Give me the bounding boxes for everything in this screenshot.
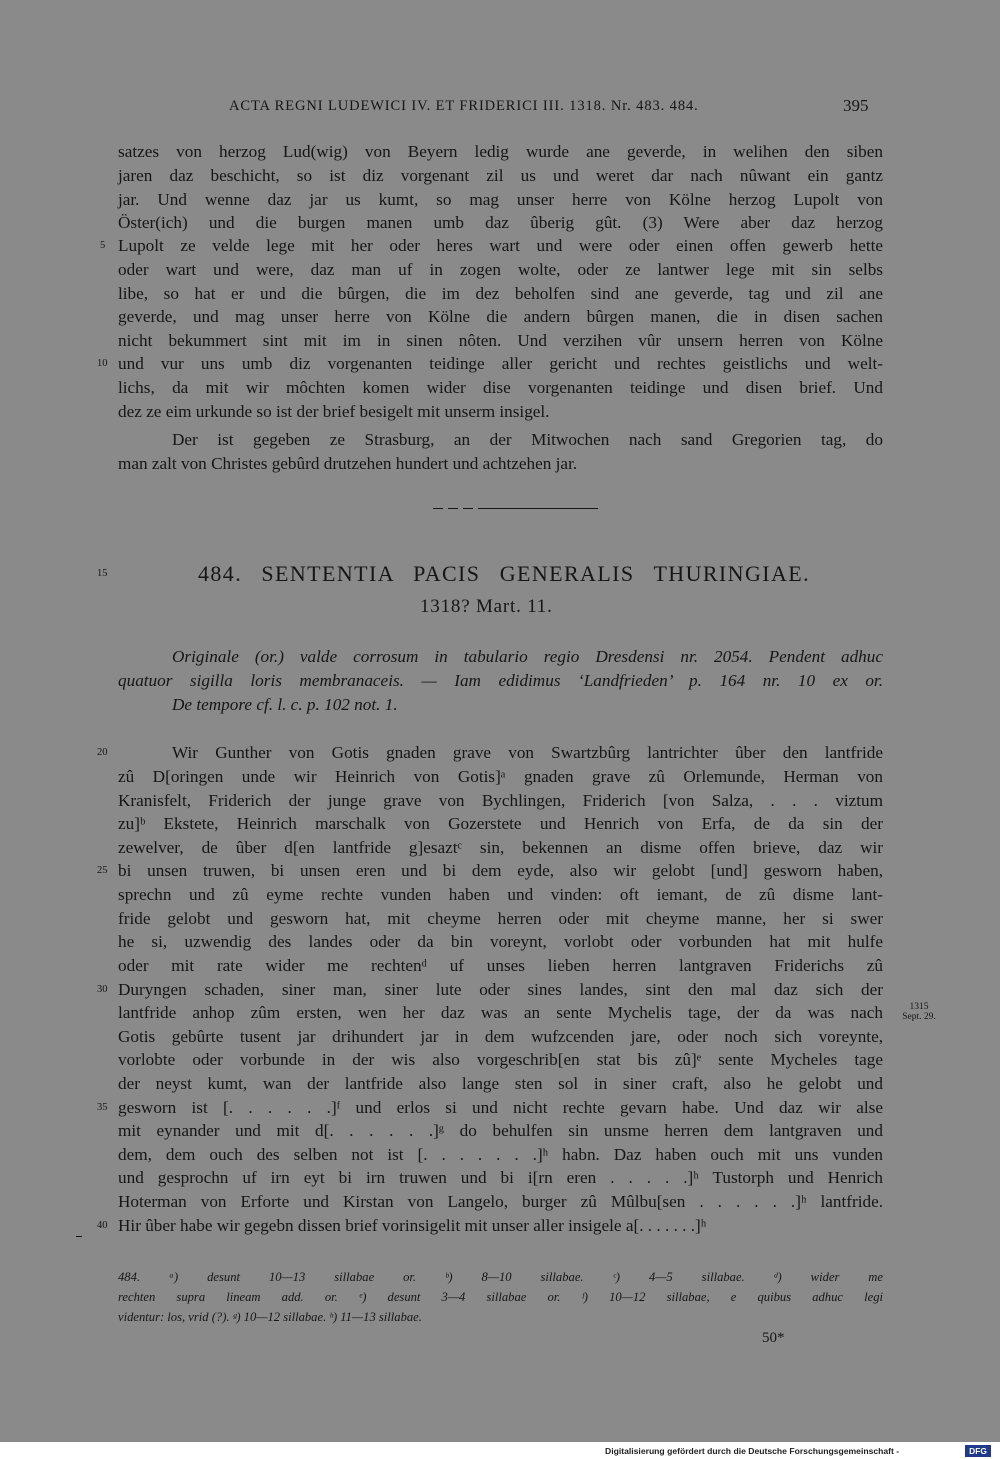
dfg-logo: DFG xyxy=(965,1445,991,1457)
text-line: lichs, da mit wir môchten komen wider dise vorgenanten teidinge und disen brief. Und xyxy=(118,378,883,397)
source-note-line: quatuor sigilla loris membranaceis. — Iam edidimus ‘Landfrieden’ p. 164 nr. 10 ex or. xyxy=(118,671,883,690)
text-line: sprechn und zû eyme rechte vunden haben und vinden: oft iemant, de zû disme lant- xyxy=(118,885,883,904)
text-line: Der ist gegeben ze Strasburg, an der Mitwochen nach sand Gregorien tag, do xyxy=(172,430,883,449)
text-line: und gesprochn uf irn eyt bi irn truwen und bi i[rn eren . . . . .]ʰ Tustorph und Henrich xyxy=(118,1168,883,1187)
text-line: vorlobte oder vorbunde in der wis also vorgeschrib[en stat bis zû]ᵉ sente Mycheles tage xyxy=(118,1050,883,1069)
line-number: 20 xyxy=(97,747,108,758)
text-line: lantfride anhop zûm ersten, wen her daz was an sente Mychelis tage, der da was nach xyxy=(118,1003,883,1022)
text-line: jar. Und wenne daz jar us kumt, so mag unser herre von Kölne herzog Lupolt von xyxy=(118,190,883,209)
document-date: 1318? Mart. 11. xyxy=(420,596,553,617)
margin-tick xyxy=(76,1236,82,1237)
line-number: 10 xyxy=(97,358,108,369)
footnote-line: 484. ᵃ) desunt 10—13 sillabae or. ᵇ) 8—10 sillabae. ᶜ) 4—5 sillabae. ᵈ) wider me xyxy=(118,1270,883,1284)
footnote-line: rechten supra lineam add. or. ᵉ) desunt 3—4 sillabae or. ᶠ) 10—12 sillabae, e quibus adhuc legi xyxy=(118,1290,883,1304)
text-line: jaren daz beschicht, so ist diz vorgenant zil us und weret dar nach nûwant ein gantz xyxy=(118,166,883,185)
line-number: 30 xyxy=(97,984,108,995)
text-line: Öster(ich) und die burgen manen umb daz ûberig gût. (3) Were aber daz herzog xyxy=(118,213,883,232)
text-line: der neyst kumt, wan der lantfride also lange sten sol in siner craft, also he gelobt und xyxy=(118,1074,883,1093)
text-line: Wir Gunther von Gotis gnaden grave von Swartzbûrg lantrichter ûber den lantfride xyxy=(172,743,883,762)
text-line: oder wart und were, daz man uf in zogen wolte, oder ze lantwer lege mit sin selbs xyxy=(118,260,883,279)
text-line: dem, dem ouch des selben not ist [. . . . . . .]ʰ habn. Daz haben ouch mit uns vunden xyxy=(118,1145,883,1164)
source-note-line: De tempore cf. l. c. p. 102 not. 1. xyxy=(172,695,398,714)
text-line: geverde, und mag unser herre von Kölne die andern bûrgen manen, die in disen sachen xyxy=(118,307,883,326)
document-heading: 484. SENTENTIA PACIS GENERALIS THURINGIAE. xyxy=(198,561,810,586)
text-line: he si, uzwendig des landes oder da bin voreynt, vorlobt oder vorbunden hat mit hulfe xyxy=(118,932,883,951)
line-number: 25 xyxy=(97,865,108,876)
running-head: ACTA REGNI LUDEWICI IV. ET FRIDERICI III. 1318. Nr. 483. 484. xyxy=(229,98,699,114)
text-line: libe, so hat er und die bûrgen, die im dez beholfen sind ane geverde, tag und zil ane xyxy=(118,284,883,303)
text-line: nicht bekummert sint mit im in sinen nôten. Und verzihen vûr unsern herren von Kölne xyxy=(118,331,883,350)
text-line: satzes von herzog Lud(wig) von Beyern ledig wurde ane geverde, in welihen den siben xyxy=(118,142,883,161)
margin-date-day: Sept. 29. xyxy=(902,1012,936,1022)
text-line: zewelver, de ûber d[en lantfride g]esaztᶜ sin, bekennen an disme offen brieve, daz wir xyxy=(118,838,883,857)
text-line: bi unsen truwen, bi unsen eren und bi dem eyde, also wir gelobt [und] gesworn haben, xyxy=(118,861,883,880)
text-line: zû D[oringen unde wir Heinrich von Gotis]ᵃ gnaden grave zû Orlemunde, Herman von xyxy=(118,767,883,786)
line-number: 40 xyxy=(97,1220,108,1231)
text-line: fride gelobt und gesworn hat, mit cheyme herren oder mit cheyme manne, her si swer xyxy=(118,909,883,928)
page-number: 395 xyxy=(843,96,869,115)
margin-date-year: 1315 xyxy=(909,1002,929,1012)
source-note-line: Originale (or.) valde corrosum in tabulario regio Dresdensi nr. 2054. Pendent adhuc xyxy=(172,647,883,666)
digitization-credit: Digitalisierung gefördert durch die Deutsche Forschungsgemeinschaft - xyxy=(605,1446,900,1456)
text-line: und vur uns umb diz vorgenanten teidinge aller gericht und rechtes geistlichs und welt- xyxy=(118,354,883,373)
line-number: 35 xyxy=(97,1102,108,1113)
footnote-line: videntur: los, vrid (?). ᵍ) 10—12 sillabae. ʰ) 11—13 sillabae. xyxy=(118,1310,422,1324)
line-number: 15 xyxy=(97,568,108,579)
text-line: Lupolt ze velde lege mit her oder heres wart und were oder einen offen gewerb hette xyxy=(118,236,883,255)
text-line: Kranisfelt, Friderich der junge grave von Bychlingen, Friderich [von Salza, . . . viztum xyxy=(118,791,883,810)
text-line: zu]ᵇ Ekstete, Heinrich marschalk von Gozerstete und Henrich von Erfa, de da sin der xyxy=(118,814,883,833)
text-line: dez ze eim urkunde so ist der brief besigelt mit unserm insigel. xyxy=(118,402,550,421)
text-line: man zalt von Christes gebûrd drutzehen hundert und achtzehen jar. xyxy=(118,454,578,473)
text-line: Hir ûber habe wir gegebn dissen brief vorinsigelit mit unser aller insigele a[. . . . . . .]ʰ xyxy=(118,1216,707,1235)
text-line: Hoterman von Erforte und Kirstan von Langelo, burger zû Mûlbu[sen . . . . . .]ʰ lantfride. xyxy=(118,1192,883,1211)
text-line: gesworn ist [. . . . . .]ᶠ und erlos si und nicht rechte gevarn habe. Und daz wir alse xyxy=(118,1098,883,1117)
text-line: mit eynander und mit d[. . . . . .]ᵍ do behulfen sin unsme herren dem lantgraven und xyxy=(118,1121,883,1140)
text-line: Gotis gebûrte tusent jar drihundert jar in dem wufzcenden jare, oder noch sich voreynte, xyxy=(118,1027,883,1046)
text-line: oder mit rate wider me rechtenᵈ uf unses lieben herren lantgraven Friderichs zû xyxy=(118,956,883,975)
line-number: 5 xyxy=(100,240,106,251)
margin-date xyxy=(889,1002,949,1022)
text-line: Duryngen schaden, siner man, siner lute oder sines landes, sint den mal daz sich der xyxy=(118,980,883,999)
signature-mark: 50* xyxy=(762,1330,785,1346)
